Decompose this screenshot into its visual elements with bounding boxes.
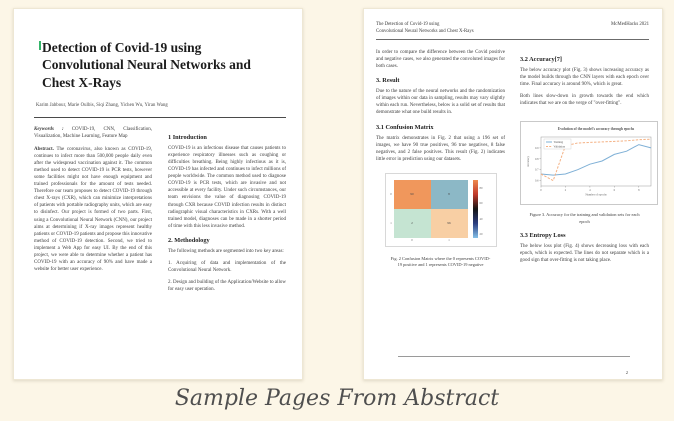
page1-right-column [168, 127, 286, 299]
fig2-caption: Fig. 2 Confusion Matrix where the 0 represents COVID-19 positive and 1 represents COVID-19 negative [390, 255, 491, 268]
svg-text:Number of epochs: Number of epochs [585, 192, 607, 197]
result-text: Due to the nature of the neural networks and the randomization of images within our data in sampling, results may vary slightly within each run. Nevertheless, below is a solid set of results that demonstrate what one build results in. [376, 89, 505, 116]
page1-left-column [34, 127, 152, 299]
cm-colorbar [473, 180, 478, 238]
cm-cell-1-1: 96 [431, 209, 468, 238]
keywords-label: Keywords : [34, 126, 64, 132]
svg-text:6: 6 [613, 189, 616, 193]
entropy-loss-heading: 3.3 Entropy Loss [520, 232, 566, 240]
keywords-text: COVID-19, CNN, Classification, Visualization, Machine Learning, Feature Map [34, 126, 152, 139]
accuracy-paragraph-2: Both lines slow-down in growth towards the end which indicates that we are on the verge of "over-fitting". [520, 94, 649, 107]
introduction-heading: 1 Introduction [168, 133, 207, 141]
keywords-block [34, 127, 152, 141]
accuracy-paragraph-1: The below accuracy plot (Fig. 3) shows increasing accuracy as the model builds through the CNN layers with each epoch over time. Final accuracy is around 90%, which is great. [520, 67, 649, 88]
introduction-text: COVID-19 is an infectious disease that causes patients to experience respiratory illnesses such as coughing or difficulties breathing. Being highly infectious as it is, COVID-19 has infected and continues to infect millions of people worldwide. The common method used to diagnose COVID-19 is PCR tests, which are invasive and not accessible at every facility. Under such circumstances, our team envisions the value of diagnosing COVID-19 through CXR because COVID infection results in distinct radiographic visual characteristics in CXRs. With a well trained model, diagnoses can be made in a shorter period of time with this less invasive method. [168, 145, 286, 229]
running-venue: McMedHacks 2021 [611, 22, 649, 27]
running-title-line1: The Detection of Covid-19 using [376, 22, 440, 27]
cm-col-tick: 1 [448, 237, 450, 242]
abstract-label: Abstract. [34, 146, 54, 152]
svg-text:0.7: 0.7 [535, 169, 539, 173]
paper-authors: Karim Jabbour, Marie Oulbis, Siqi Zhang, Yichen Wu, Yiran Wang [36, 102, 168, 108]
confusion-matrix-text: The matrix demonstrates in Fig. 2 that using a 196 set of images, we have 90 true positives, 96 true negatives, 8 false negatives, and 2 false positives. This result (Fig. 2) indicates little error in prediction using our datasets. [376, 135, 505, 162]
svg-text:Accuracy: Accuracy [526, 156, 530, 168]
cm-row-tick: 0 [390, 192, 392, 197]
cm-col-labels [394, 238, 468, 242]
confusion-matrix-figure [385, 173, 497, 247]
paper-page-1 [13, 8, 303, 380]
header-divider [376, 39, 649, 40]
cm-row-tick: 1 [390, 221, 392, 226]
cm-grid [394, 180, 468, 238]
page2-columns [376, 49, 649, 270]
footer-divider [398, 356, 630, 357]
svg-text:Validation: Validation [553, 145, 565, 149]
title-block [42, 39, 264, 91]
cm-col-tick: 0 [411, 237, 413, 242]
methodology-heading: 2. Methodology [168, 236, 210, 244]
confusion-matrix-plot [389, 180, 491, 238]
accuracy-chart-svg [521, 122, 657, 204]
svg-text:Training: Training [553, 141, 564, 145]
figure-caption: Sample Pages From Abstract [174, 386, 500, 411]
cm-cell-0-1: 8 [431, 180, 468, 209]
page1-columns [34, 127, 286, 299]
svg-text:Evolution of the model's accur: Evolution of the model's accuracy through epochs [557, 127, 635, 132]
fig3-caption: Figure 3. Accuracy for the training and validation sets for each epoch [529, 212, 640, 224]
svg-text:8: 8 [638, 189, 640, 193]
svg-text:0.8: 0.8 [535, 158, 539, 162]
accuracy-chart-figure [520, 121, 658, 205]
page-number: 2 [625, 370, 628, 375]
running-title [376, 22, 474, 36]
cm-colorbar-tick: 60 [479, 201, 483, 206]
svg-text:0: 0 [540, 189, 542, 193]
svg-text:0.9: 0.9 [535, 147, 539, 151]
page2-left-column [376, 49, 505, 270]
paper-title: Detection of Covid-19 using Convolutional Neural Networks and Chest X-Rays [42, 40, 251, 90]
svg-text:2: 2 [564, 189, 567, 193]
running-title-line2: Convolutional Neural Networks and Chest X-Rays [376, 28, 474, 34]
methodology-intro: The following methods are segmented into two key areas: [168, 248, 284, 254]
cm-cell-0-0: 90 [394, 180, 431, 209]
abstract-block [34, 146, 152, 274]
confusion-matrix-heading: 3.1 Confusion Matrix [376, 123, 434, 131]
compare-paragraph: In order to compare the difference between the Covid positive and negative cases, we also generated the convoluted images for both cases. [376, 49, 505, 70]
accuracy-heading: 3.2 Accuracy[7] [520, 55, 562, 63]
title-divider [34, 117, 286, 118]
cm-colorbar-ticks [480, 186, 483, 236]
cm-cell-1-0: 2 [394, 209, 431, 238]
cm-colorbar-tick: 40 [479, 216, 483, 221]
abstract-text: The coronavirus, also known as COVID-19, continues to infect more than 500,000 people daily even after the widespread vaccination against it. The common method used to detect COVID-19 is PCR tests, however some facilities might not have enough equipment and trained professionals for the amount of tests needed. Therefore our team proposes to detect COVID-19 through chest X-rays (CXR), which can minimize interpretations of patients with portable radiography units, which are easy to disinfect. Our project is formed of two parts. First, using a Convolutional Neural Network (CNN), our project aims at determining if X-ray images represent healthy patients or COVID-19 patients and propose this innovative method of COVID-19 detection. Second, we tried to implement a Web App for easy UI. By the end of this project, we were able to determine whether a patient has COVID-19 with an accuracy of 90% and have made a website for better user experience. [34, 146, 152, 273]
methodology-item-1: 1. Acquiring of data and implementation of the Convolutional Neural Network. [168, 261, 286, 274]
entropy-loss-text: The below loss plot (Fig. 4) shows decreasing loss with each epoch, which is expected. The lines do not separate which is a good sign that over-fitting is not taking place. [520, 244, 649, 264]
svg-text:0.6: 0.6 [535, 179, 539, 183]
cm-colorbar-tick: 80 [479, 185, 483, 190]
cm-colorbar-tick: 20 [479, 231, 483, 236]
running-header [376, 22, 649, 36]
text-cursor-caret [39, 41, 41, 50]
result-heading: 3. Result [376, 77, 400, 85]
page2-right-column [520, 49, 649, 270]
paper-page-2 [363, 8, 663, 380]
methodology-item-2: 2. Design and building of the Application/Website to allow for easy user operation. [168, 280, 286, 293]
svg-text:4: 4 [589, 189, 591, 193]
